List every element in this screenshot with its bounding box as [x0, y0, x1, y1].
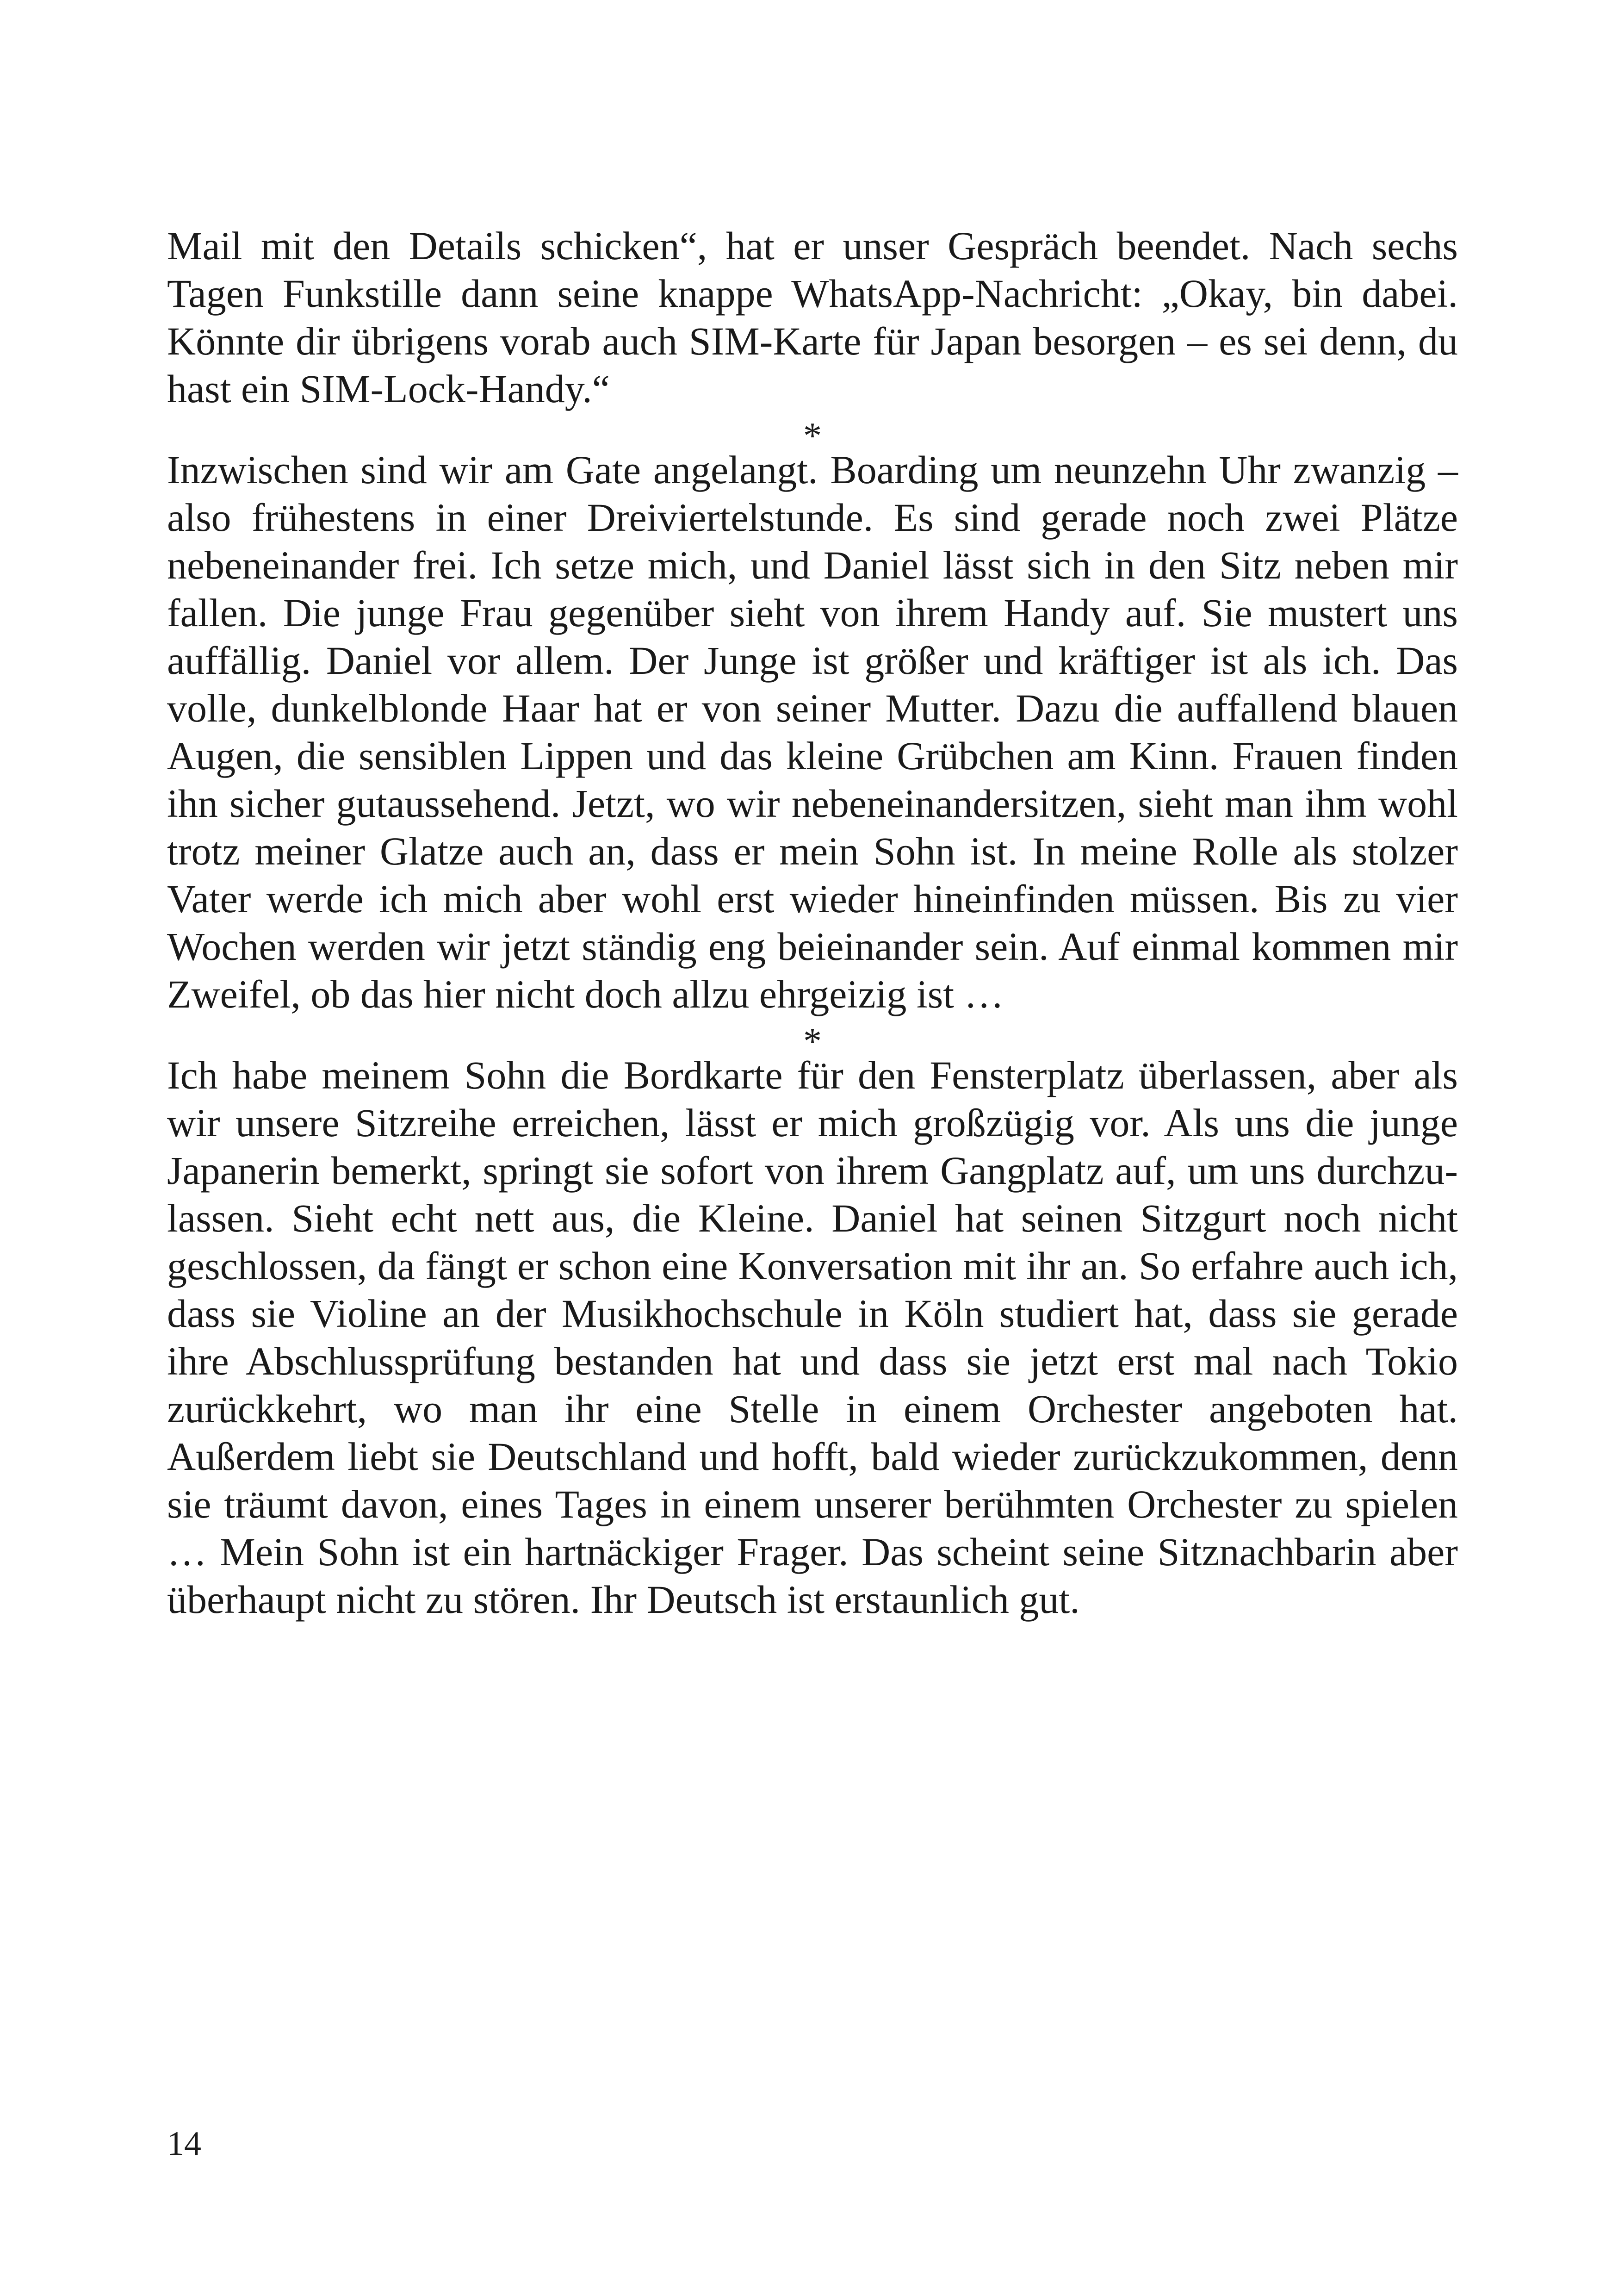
paragraph-1: Mail mit den Details schicken“, hat er unser Gespräch beendet. Nach sechs Tagen Funkstille dann seine knappe WhatsApp-Nachricht: „Okay, bin dabei. Könnte dir übrigens vorab auch SIM-Karte für Japan besorgen – es sei denn, du hast ein SIM-Lock-Handy.“ [167, 224, 1458, 411]
page-body [167, 222, 1458, 1624]
section-divider: * [803, 1021, 822, 1062]
paragraph-3: Ich habe meinem Sohn die Bordkarte für den Fensterplatz überlassen, aber als wir unsere Sitzreihe erreichen, lässt er mich großzügig vor. Als uns die junge Japanerin bemerkt, springt sie sofort von ihrem Gangplatz auf, um uns durchzulassen. Sieht echt nett aus, die Kleine. Daniel hat seinen Sitzgurt noch nicht geschlossen, da fängt er schon eine Konversation mit ihr an. So erfahre auch ich, dass sie Violine an der Musikhochschule in Köln studiert hat, dass sie gerade ihre Abschlussprüfung bestanden hat und dass sie jetzt erst mal nach Tokio zurückkehrt, wo man ihr eine Stelle in einem Orchester angeboten hat. Außerdem liebt sie Deutschland und hofft, bald wieder zurückzukommen, denn sie träumt davon, eines Tages in einem unserer berühmten Orchester zu spielen … Mein Sohn ist ein hartnäckiger Frager. Das scheint seine Sitznachbarin aber überhaupt nicht zu stören. Ihr Deutsch ist erstaunlich gut. [167, 1053, 1458, 1622]
paragraph-2: Inzwischen sind wir am Gate angelangt. Boarding um neunzehn Uhr zwanzig – also frühestens in einer Dreiviertelstunde. Es sind gerade noch zwei Plätze nebeneinander frei. Ich setze mich, und Daniel lässt sich in den Sitz neben mir fallen. Die junge Frau gegenüber sieht von ihrem Handy auf. Sie mustert uns auffällig. Daniel vor allem. Der Junge ist größer und kräftiger ist als ich. Das volle, dunkelblonde Haar hat er von seiner Mutter. Dazu die auffallend blauen Augen, die sensiblen Lippen und das kleine Grübchen am Kinn. Frauen finden ihn sicher gutaussehend. Jetzt, wo wir nebeneinandersitzen, sieht man ihm wohl trotz meiner Glatze auch an, dass er mein Sohn ist. In meine Rolle als stolzer Vater werde ich mich aber wohl erst wieder hineinfinden müssen. Bis zu vier Wochen werden wir jetzt ständig eng beieinander sein. Auf einmal kommen mir Zweifel, ob das hier nicht doch allzu ehrgeizig ist … [167, 448, 1458, 1016]
page-number: 14 [167, 2125, 201, 2163]
section-divider: * [803, 416, 822, 456]
